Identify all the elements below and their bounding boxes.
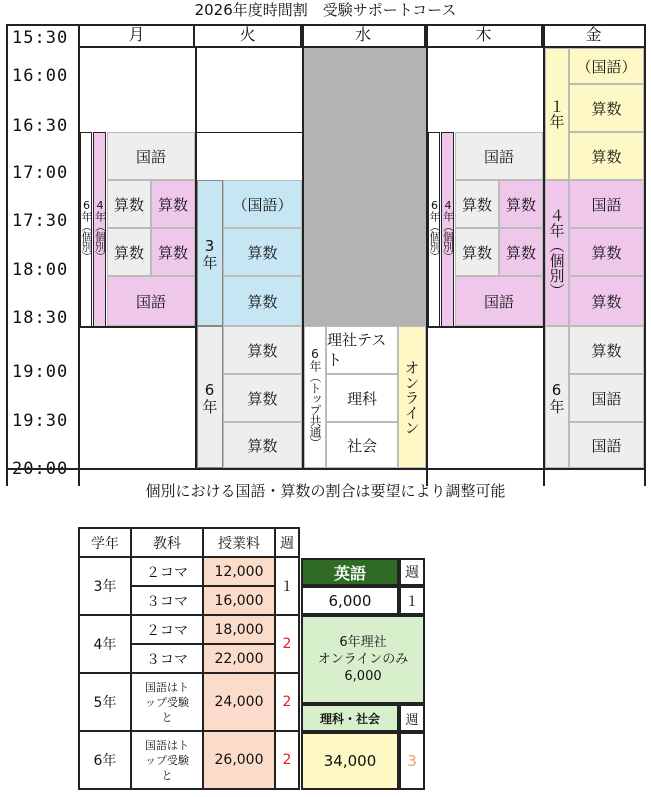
fri-cell: 算数	[569, 276, 644, 326]
tue-cell: 算数	[223, 374, 302, 422]
subject-cell: ３コマ	[131, 644, 203, 673]
fri-cell: 算数	[569, 326, 644, 374]
fri-grade6: 6年	[545, 326, 569, 468]
divider	[195, 132, 302, 133]
subject-cell: 国語はトップ受験と	[131, 731, 203, 789]
wed-online: オンライン	[398, 326, 426, 468]
english-fee: 6,000	[301, 586, 399, 615]
divider	[644, 24, 646, 486]
time-label: 19:30	[12, 411, 69, 431]
divider	[426, 326, 543, 328]
risha-label: 理科・社会	[301, 704, 399, 732]
time-label: 16:30	[12, 116, 69, 136]
time-label: 15:30	[12, 28, 69, 48]
thu-cell: 国語	[455, 132, 543, 180]
day-header-fri: 金	[585, 25, 602, 44]
online6-line2: オンラインのみ	[317, 652, 409, 667]
online6-box	[301, 615, 425, 704]
english-week: １	[399, 586, 425, 615]
fri-cell: 算数	[569, 84, 644, 132]
time-label: 17:30	[12, 211, 69, 231]
risha-week: 3	[399, 732, 425, 790]
subject-cell: ２コマ	[131, 615, 203, 644]
grade-cell: 5年	[79, 673, 131, 731]
time-label: 19:00	[12, 362, 69, 382]
mon-cell: 国語	[107, 132, 195, 180]
mon-cell: 算数	[107, 180, 151, 228]
week-cell: 2	[275, 731, 299, 789]
header-grade: 学年	[79, 528, 131, 557]
fri-cell: 算数	[569, 132, 644, 180]
fee-cell: 12,000	[203, 557, 275, 586]
header-week: 週	[275, 528, 299, 557]
fee-cell: 16,000	[203, 586, 275, 615]
fee-cell: 22,000	[203, 644, 275, 673]
grade-cell: 3年	[79, 557, 131, 615]
divider	[6, 24, 8, 486]
fri-grade1: １年	[545, 48, 569, 180]
fri-cell: 国語	[569, 422, 644, 468]
wed-closed-block	[304, 48, 426, 326]
risha-week-header: 週	[399, 704, 425, 732]
subject-cell: ２コマ	[131, 557, 203, 586]
thu-cell: 算数	[455, 180, 499, 228]
divider	[80, 326, 195, 328]
tue-cell: 算数	[223, 326, 302, 374]
adjustment-note: 個別における国語・算数の割合は要望により調整可能	[145, 482, 506, 500]
risha-fee: 34,000	[301, 732, 399, 790]
subject-cell: ３コマ	[131, 586, 203, 615]
thu-cell: 算数	[499, 228, 543, 276]
header-fee: 授業料	[203, 528, 275, 557]
subject-cell: 国語はトップ受験と	[131, 673, 203, 731]
thu-cell: 国語	[455, 276, 543, 326]
day-header-wed: 水	[302, 24, 426, 46]
online6-line1: 6年理社	[339, 635, 387, 650]
fee-cell: 26,000	[203, 731, 275, 789]
time-label: 16:00	[12, 66, 69, 86]
week-cell: 2	[275, 615, 299, 673]
thu-grade4-kobetsu: 4年（個別）	[441, 132, 454, 328]
fri-grade4-kobetsu: ４年（個別）	[545, 180, 569, 326]
mon-cell: 算数	[151, 180, 195, 228]
tue-cell: （国語）	[223, 180, 302, 228]
week-cell: １	[275, 557, 299, 615]
mon-grade6-kobetsu: 6年（個別）	[80, 132, 92, 328]
english-week-header: 週	[399, 558, 425, 586]
wed-grade6-top: 6年（トップ共通）	[304, 326, 326, 468]
grade-cell: 4年	[79, 615, 131, 673]
divider	[6, 468, 646, 470]
english-label: 英語	[301, 558, 399, 586]
time-label: 18:00	[12, 260, 69, 280]
fri-cell: 国語	[569, 374, 644, 422]
thu-cell: 算数	[499, 180, 543, 228]
mon-cell: 国語	[107, 276, 195, 326]
week-cell: 2	[275, 673, 299, 731]
fri-cell: （国語）	[569, 48, 644, 84]
online6-fee: 6,000	[344, 669, 382, 684]
fri-cell: 国語	[569, 180, 644, 228]
fri-cell: 算数	[569, 228, 644, 276]
thu-grade6-kobetsu: 6年（個別）	[428, 132, 440, 328]
mon-cell: 算数	[151, 228, 195, 276]
wed-cell: 理科	[326, 374, 398, 422]
header-subject: 教科	[131, 528, 203, 557]
fee-table	[78, 527, 300, 790]
grade-cell: 6年	[79, 731, 131, 789]
wed-cell: 社会	[326, 422, 398, 468]
page-title: 2026年度時間割 受験サポートコース	[194, 1, 457, 19]
tue-grade3: 3年	[197, 180, 223, 326]
day-header-tue: 火	[195, 24, 302, 46]
tue-cell: 算数	[223, 422, 302, 468]
tue-cell: 算数	[223, 228, 302, 276]
time-label: 17:00	[12, 163, 69, 183]
day-header-thu: 木	[426, 24, 543, 46]
fee-cell: 24,000	[203, 673, 275, 731]
mon-cell: 算数	[107, 228, 151, 276]
fee-cell: 18,000	[203, 615, 275, 644]
wed-cell: 理社テスト	[326, 326, 398, 374]
tue-grade6: 6年	[197, 326, 223, 468]
time-label: 20:00	[12, 459, 69, 479]
mon-grade4-kobetsu: 4年（個別）	[93, 132, 106, 328]
tue-cell: 算数	[223, 276, 302, 326]
day-header-mon: 月	[80, 24, 195, 46]
thu-cell: 算数	[455, 228, 499, 276]
time-label: 18:30	[12, 308, 69, 328]
